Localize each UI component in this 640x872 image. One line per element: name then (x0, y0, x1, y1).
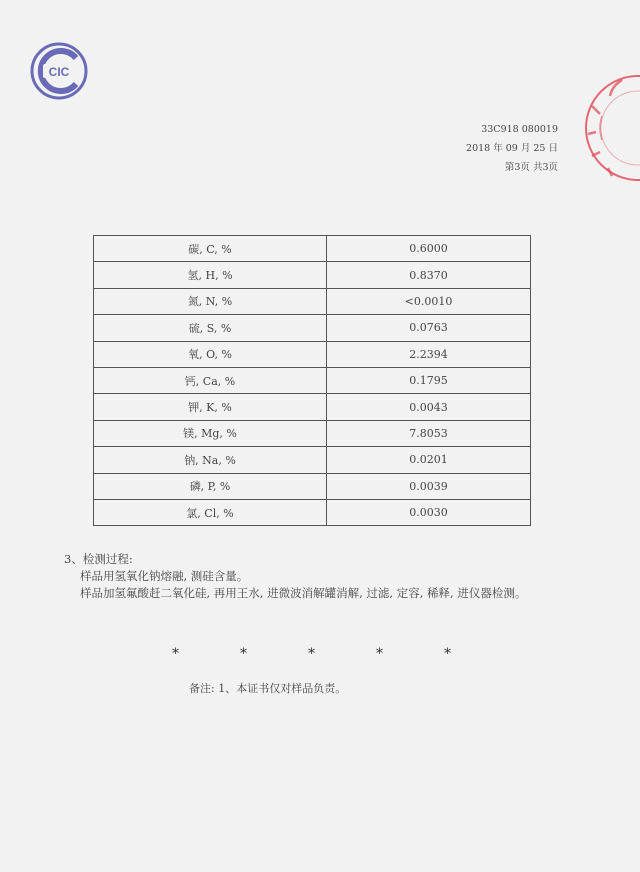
value-cell: 0.0201 (327, 447, 531, 473)
separator-star: * (172, 646, 179, 662)
table-row (94, 447, 531, 473)
report-meta (466, 120, 558, 177)
separator-star: * (444, 646, 451, 662)
table-row (94, 236, 531, 262)
parameter-cell: 氢, H, % (94, 262, 327, 288)
company-seal (552, 72, 640, 184)
procedure-heading: 3、检测过程: (64, 552, 133, 566)
procedure-section (64, 551, 584, 602)
parameter-cell: 镁, Mg, % (94, 420, 327, 446)
table-row (94, 341, 531, 367)
value-cell: 0.0030 (327, 499, 531, 525)
parameter-cell: 钠, Na, % (94, 447, 327, 473)
separator-star: * (376, 646, 383, 662)
parameter-cell: 碳, C, % (94, 236, 327, 262)
value-cell: <0.0010 (327, 288, 531, 314)
results-table (93, 235, 531, 526)
cic-logo (30, 42, 88, 100)
results-table-body (94, 236, 531, 526)
value-cell: 7.8053 (327, 420, 531, 446)
parameter-cell: 硫, S, % (94, 315, 327, 341)
report-number: 33C918 080019 (481, 124, 558, 135)
table-row (94, 420, 531, 446)
value-cell: 0.8370 (327, 262, 531, 288)
value-cell: 0.0043 (327, 394, 531, 420)
report-date: 2018 年 09 月 25 日 (466, 143, 558, 154)
separator-star: * (308, 646, 315, 662)
value-cell: 0.0763 (327, 315, 531, 341)
parameter-cell: 氧, O, % (94, 341, 327, 367)
page-number: 第3页 共3页 (504, 162, 558, 173)
table-row (94, 394, 531, 420)
table-row (94, 262, 531, 288)
table-row (94, 315, 531, 341)
parameter-cell: 钙, Ca, % (94, 367, 327, 393)
value-cell: 2.2394 (327, 341, 531, 367)
table-row (94, 288, 531, 314)
logo-text: CIC (48, 65, 70, 79)
separator-star: * (240, 646, 247, 662)
table-row (94, 499, 531, 525)
value-cell: 0.0039 (327, 473, 531, 499)
value-cell: 0.1795 (327, 367, 531, 393)
value-cell: 0.6000 (327, 236, 531, 262)
table-row (94, 473, 531, 499)
parameter-cell: 钾, K, % (94, 394, 327, 420)
procedure-paragraph: 样品加氢氟酸赶二氧化硅, 再用王水, 进微波消解罐消解, 过滤, 定容, 稀释, 进仪器检测。 (80, 586, 527, 600)
procedure-paragraph: 样品用氢氧化钠熔融, 测硅含量。 (80, 569, 249, 583)
parameter-cell: 氮, N, % (94, 288, 327, 314)
remark-note: 备注: 1、本证书仅对样品负责。 (189, 682, 347, 695)
parameter-cell: 氯, Cl, % (94, 499, 327, 525)
parameter-cell: 磷, P, % (94, 473, 327, 499)
table-row (94, 367, 531, 393)
